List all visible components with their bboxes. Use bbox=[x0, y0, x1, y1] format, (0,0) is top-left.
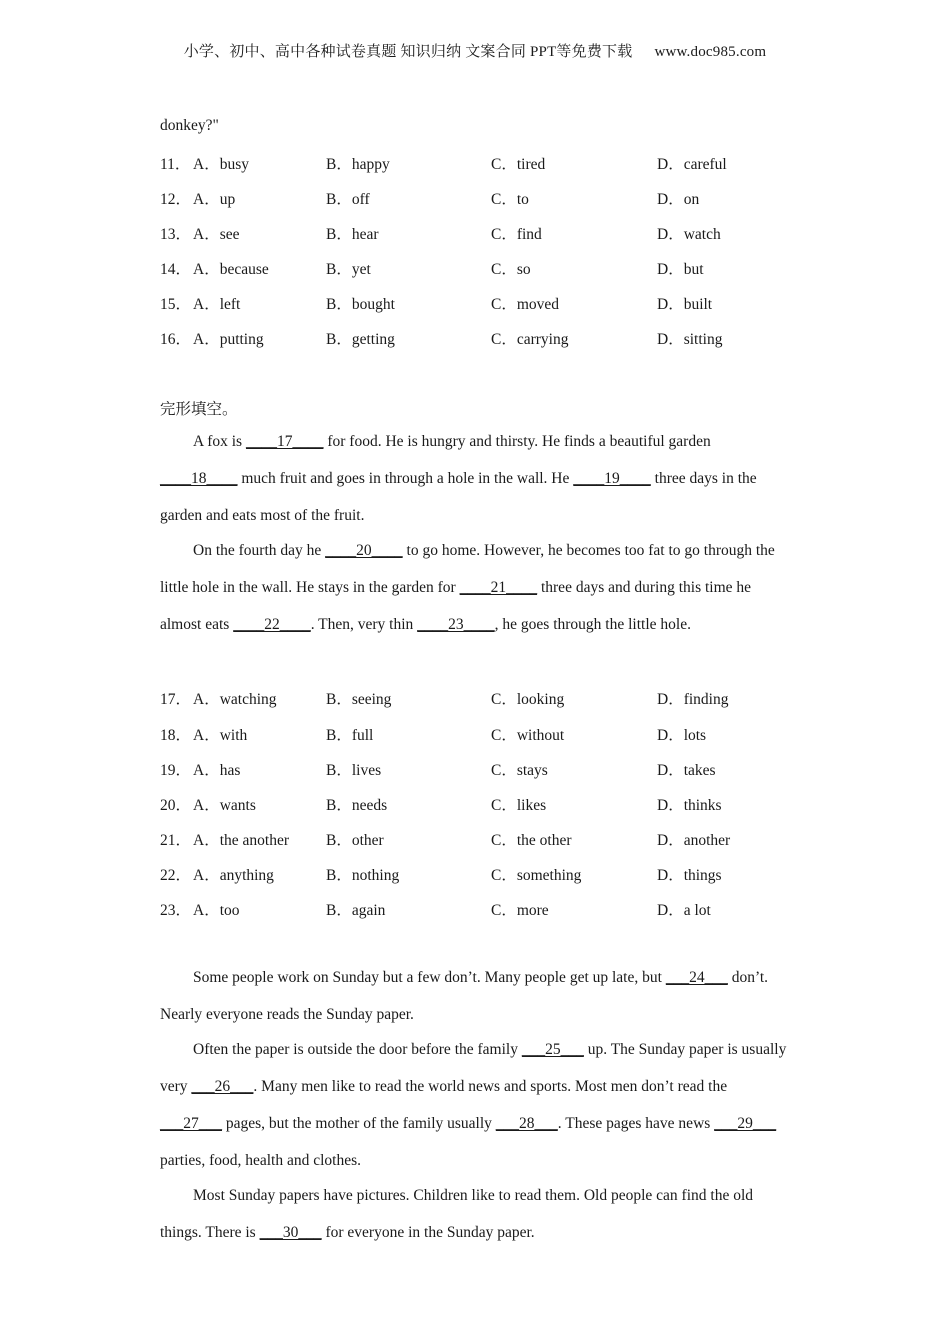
option-b: B．lives bbox=[326, 762, 382, 779]
blank-22: ____22____ bbox=[233, 616, 311, 633]
question-18 bbox=[160, 723, 790, 745]
question-23 bbox=[160, 898, 790, 920]
question-11 bbox=[160, 152, 790, 174]
passage3-paragraph-1: Some people work on Sunday but a few don’t. Many people get up late, but ___24___ don’t. Nearly everyone reads the Sunday paper. bbox=[160, 969, 769, 1023]
option-d: D．takes bbox=[657, 762, 716, 779]
question-12 bbox=[160, 187, 790, 209]
option-d: D．on bbox=[657, 191, 700, 208]
option-a: A．has bbox=[193, 762, 241, 779]
option-b: B．again bbox=[326, 902, 386, 919]
option-c: C．something bbox=[491, 867, 582, 884]
option-a: A．left bbox=[193, 296, 241, 313]
option-d: D．but bbox=[657, 261, 704, 278]
question-number: 16． bbox=[160, 331, 192, 348]
passage3-paragraph-3: Most Sunday papers have pictures. Children like to read them. Old people can find the old things. There is ___30___ for everyone in the Sunday paper. bbox=[160, 1187, 754, 1241]
question-number: 14． bbox=[160, 261, 192, 278]
option-b: B．off bbox=[326, 191, 370, 208]
question-15 bbox=[160, 292, 790, 314]
option-c: C．more bbox=[491, 902, 549, 919]
blank-25: ___25___ bbox=[521, 1041, 584, 1058]
top-fragment: donkey?" bbox=[160, 117, 219, 134]
option-a: A．busy bbox=[193, 156, 249, 173]
blank-21: ____21____ bbox=[459, 579, 538, 596]
question-number: 22． bbox=[160, 867, 192, 884]
option-b: B．getting bbox=[326, 331, 395, 348]
passage3-paragraph-2: Often the paper is outside the door before the family ___25___ up. The Sunday paper is usually very ___26___. Many men like to read the world news and sports. Most men don’t read the ___27___ pages, but the mother of the family usually ___28___. These pages have news ___29___ parties, food, health and clothes. bbox=[160, 1041, 787, 1169]
option-d: D．built bbox=[657, 296, 713, 313]
question-17 bbox=[160, 687, 790, 709]
option-c: C．stays bbox=[491, 762, 548, 779]
option-a: A．anything bbox=[193, 867, 274, 884]
option-b: B．full bbox=[326, 727, 374, 744]
option-d: D．sitting bbox=[657, 331, 723, 348]
option-c: C．moved bbox=[491, 296, 560, 313]
passage2-paragraph-2: On the fourth day he ____20____ to go home. However, he becomes too fat to go through the little hole in the wall. He stays in the garden for ____21____ three days and during this time he almost eats ____22____. Then, very thin ____23____, he goes through the little hole. bbox=[160, 542, 775, 633]
question-number: 13． bbox=[160, 226, 192, 243]
blank-27: ___27___ bbox=[160, 1115, 222, 1132]
option-b: B．seeing bbox=[326, 691, 392, 708]
question-20 bbox=[160, 793, 790, 815]
question-13 bbox=[160, 222, 790, 244]
option-d: D．things bbox=[657, 867, 722, 884]
section-title: 完形填空。 bbox=[160, 401, 238, 418]
question-number: 23． bbox=[160, 902, 192, 919]
question-16 bbox=[160, 327, 790, 349]
option-c: C．the other bbox=[491, 832, 572, 849]
option-d: D．thinks bbox=[657, 797, 722, 814]
option-b: B．happy bbox=[326, 156, 390, 173]
option-b: B．bought bbox=[326, 296, 395, 313]
question-number: 18． bbox=[160, 727, 192, 744]
option-b: B．nothing bbox=[326, 867, 400, 884]
option-c: C．without bbox=[491, 727, 565, 744]
blank-17: ____17____ bbox=[245, 433, 324, 450]
question-number: 17． bbox=[160, 691, 192, 708]
header-text: 小学、初中、高中各种试卷真题 知识归纳 文案合同 PPT等免费下载 bbox=[183, 44, 633, 60]
blank-26: ___26___ bbox=[191, 1078, 254, 1095]
question-number: 15． bbox=[160, 296, 192, 313]
option-c: C．to bbox=[491, 191, 529, 208]
option-c: C．so bbox=[491, 261, 531, 278]
option-a: A．with bbox=[193, 727, 248, 744]
option-a: A．watching bbox=[193, 691, 277, 708]
blank-23: ____23____ bbox=[417, 616, 495, 633]
option-a: A．putting bbox=[193, 331, 264, 348]
option-a: A．wants bbox=[193, 797, 256, 814]
blank-30: ___30___ bbox=[259, 1224, 322, 1241]
option-a: A．the another bbox=[193, 832, 289, 849]
blank-24: ___24___ bbox=[665, 969, 728, 986]
question-21 bbox=[160, 828, 790, 850]
blank-18: ____18____ bbox=[160, 470, 238, 487]
option-a: A．too bbox=[193, 902, 240, 919]
option-d: D．a lot bbox=[657, 902, 711, 919]
option-d: D．lots bbox=[657, 727, 707, 744]
option-a: A．up bbox=[193, 191, 236, 208]
question-number: 12． bbox=[160, 191, 192, 208]
option-b: B．hear bbox=[326, 226, 379, 243]
blank-19: ____19____ bbox=[573, 470, 651, 487]
page-header bbox=[0, 40, 950, 61]
question-number: 19． bbox=[160, 762, 192, 779]
option-c: C．tired bbox=[491, 156, 546, 173]
blank-28: ___28___ bbox=[495, 1115, 558, 1132]
option-b: B．other bbox=[326, 832, 384, 849]
option-a: A．because bbox=[193, 261, 269, 278]
question-22 bbox=[160, 863, 790, 885]
option-c: C．likes bbox=[491, 797, 547, 814]
option-d: D．careful bbox=[657, 156, 727, 173]
option-d: D．watch bbox=[657, 226, 721, 243]
blank-20: ____20____ bbox=[325, 542, 403, 559]
option-d: D．finding bbox=[657, 691, 729, 708]
question-19 bbox=[160, 758, 790, 780]
blank-29: ___29___ bbox=[714, 1115, 777, 1132]
option-c: C．looking bbox=[491, 691, 565, 708]
passage2-paragraph-1: A fox is ____17____ for food. He is hungry and thirsty. He finds a beautiful garden ____18____ much fruit and goes in through a hole in the wall. He ____19____ three days in the garden and eats most of the fruit. bbox=[160, 433, 757, 524]
option-b: B．needs bbox=[326, 797, 388, 814]
header-site: www.doc985.com bbox=[654, 44, 767, 60]
question-number: 20． bbox=[160, 797, 192, 814]
option-b: B．yet bbox=[326, 261, 371, 278]
option-a: A．see bbox=[193, 226, 240, 243]
question-number: 11． bbox=[160, 156, 191, 173]
question-14 bbox=[160, 257, 790, 279]
question-number: 21． bbox=[160, 832, 192, 849]
option-d: D．another bbox=[657, 832, 731, 849]
option-c: C．find bbox=[491, 226, 542, 243]
option-c: C．carrying bbox=[491, 331, 569, 348]
